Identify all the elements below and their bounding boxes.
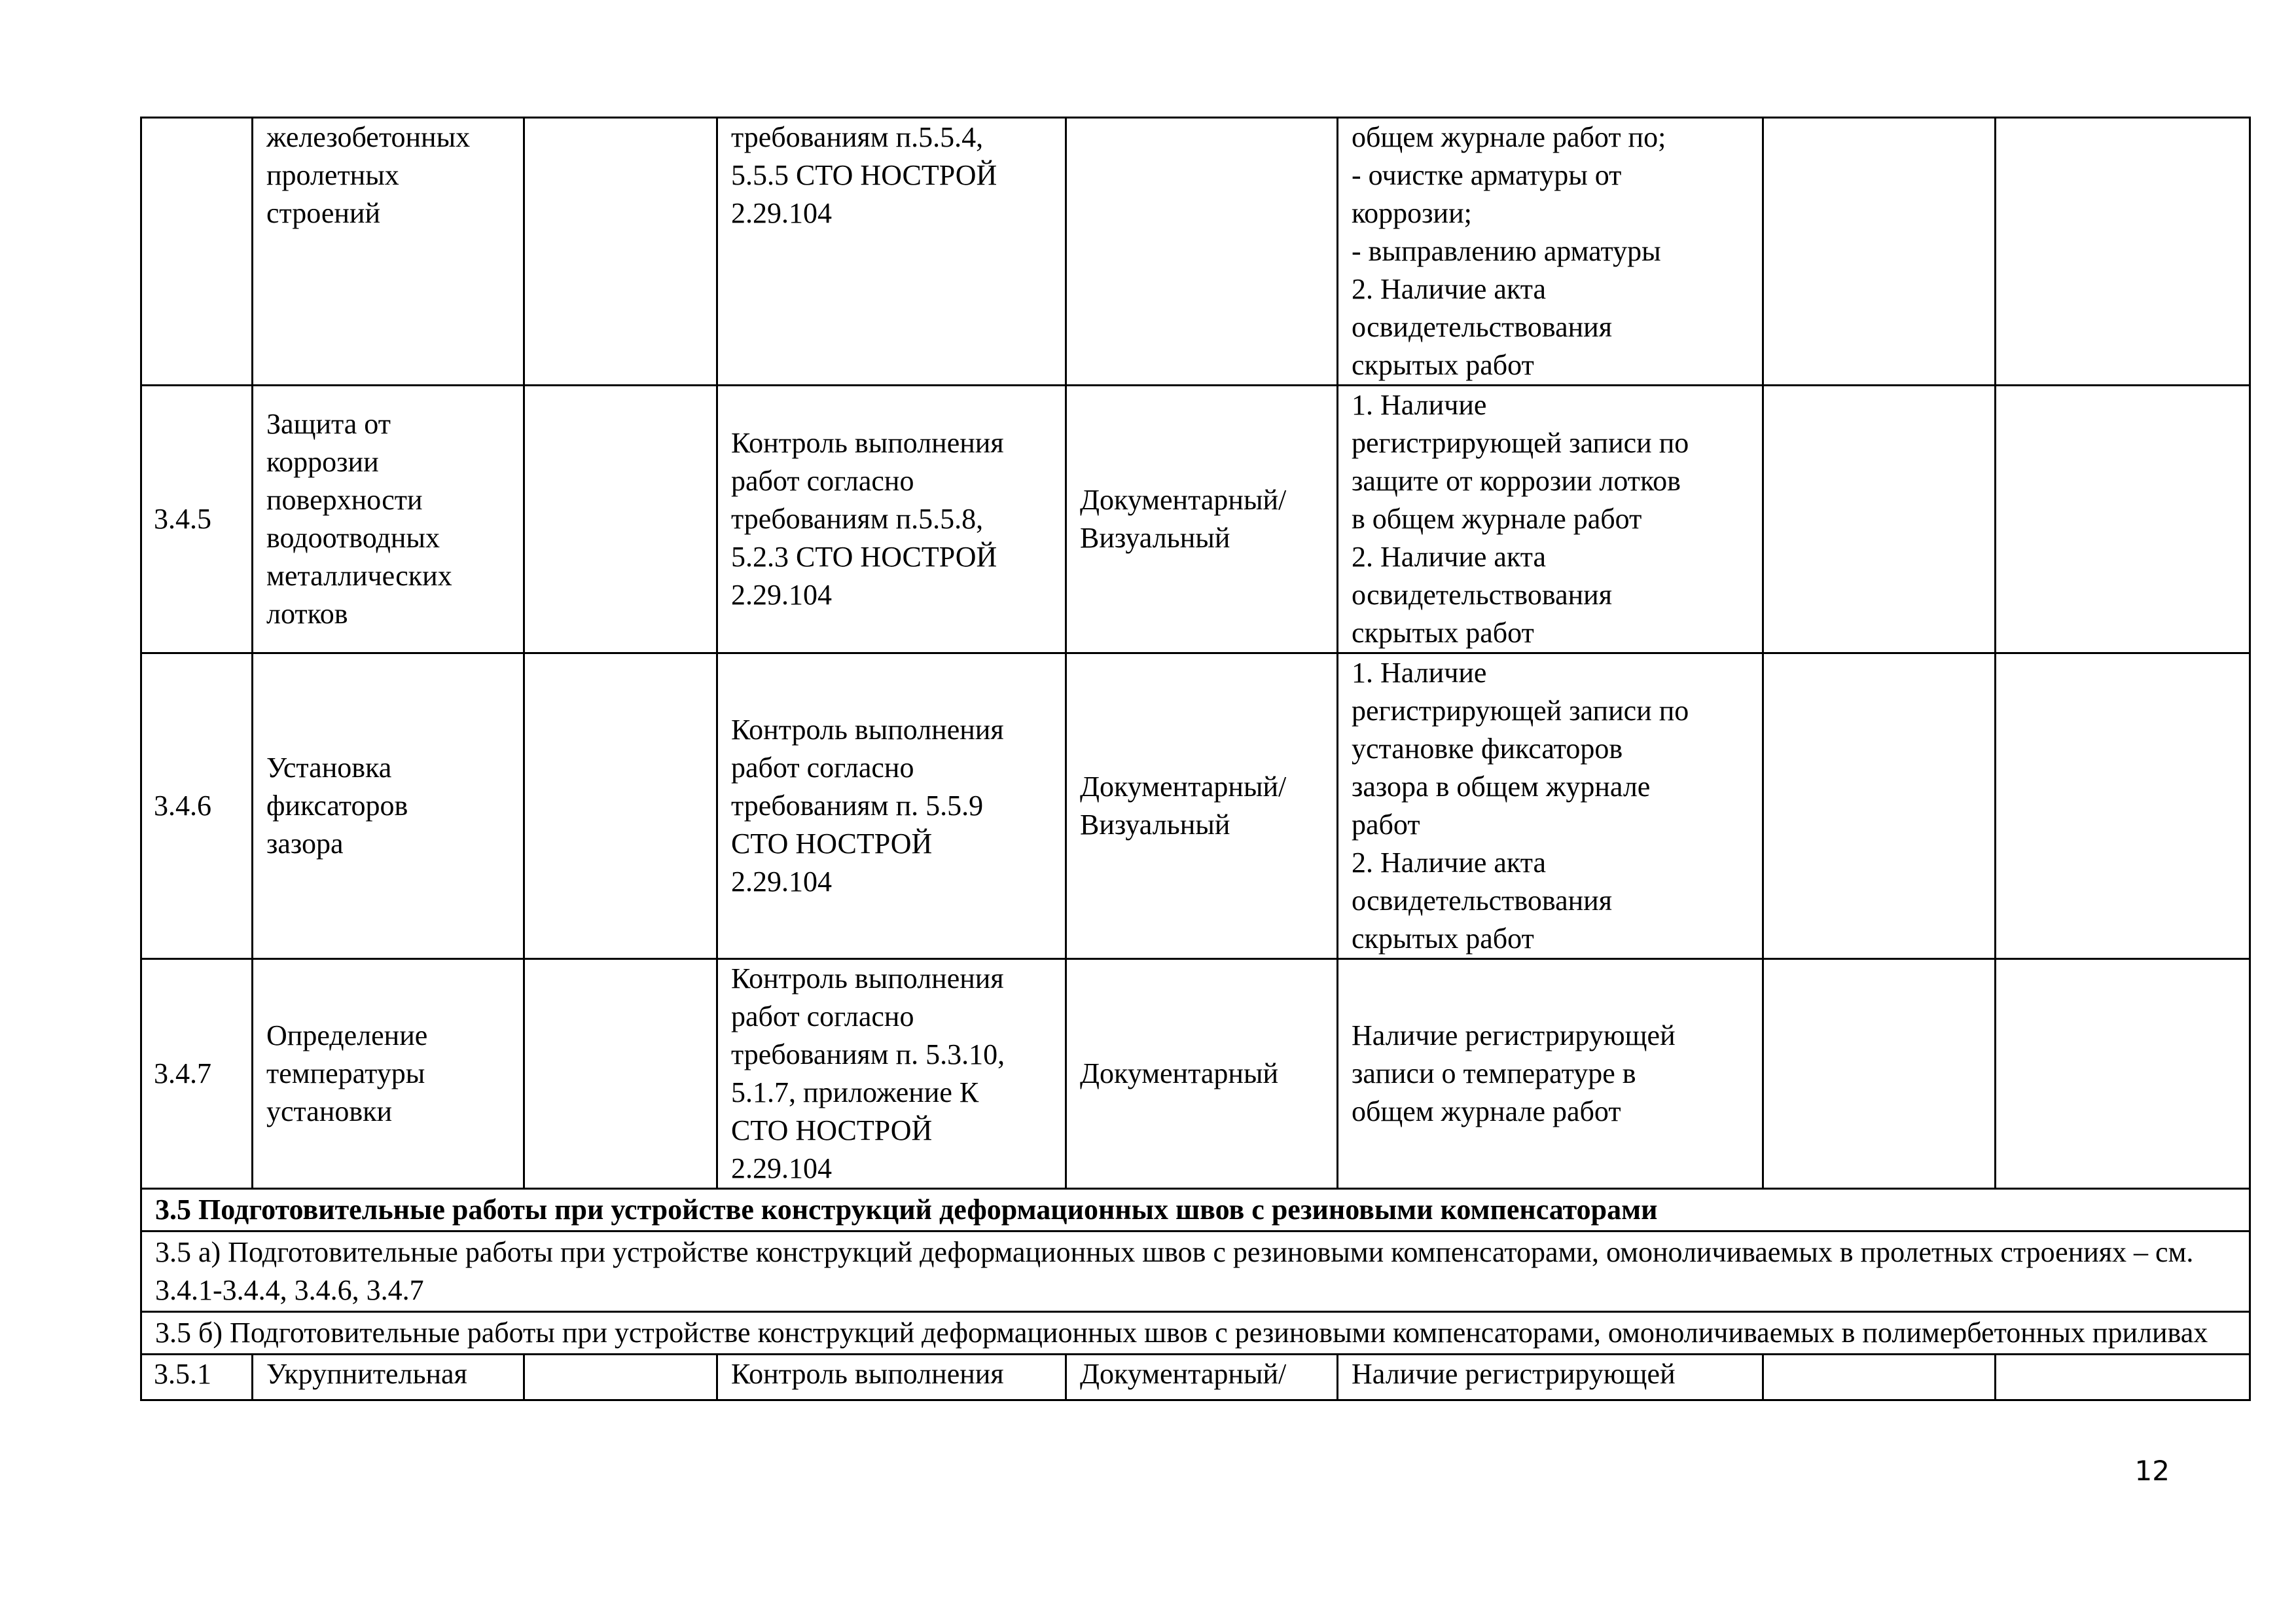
empty-cell (1996, 959, 2250, 1189)
subsection-b-text: 3.5 б) Подготовительные работы при устройстве конструкций деформационных швов с резиновыми компенсаторами, омоноличиваемых в полимербетонных приливах (141, 1312, 2250, 1355)
result-cell: 1. Наличие регистрирующей записи по установке фиксаторов зазора в общем журнале работ 2. Наличие акта освидетельствования скрытых работ (1338, 653, 1763, 959)
empty-cell (1996, 118, 2250, 386)
work-name-cell: Защита от коррозии поверхности водоотводных металлических лотков (253, 386, 524, 653)
empty-cell (1996, 653, 2250, 959)
item-number-cell: 3.4.7 (141, 959, 253, 1189)
work-name-cell: железобетонных пролетных строений (253, 118, 524, 386)
table-row (141, 118, 2250, 386)
work-name-cell: Определение температуры установки (253, 959, 524, 1189)
empty-cell (524, 959, 717, 1189)
table-row (141, 959, 2250, 1189)
result-cell: 1. Наличие регистрирующей записи по защите от коррозии лотков в общем журнале работ 2. Наличие акта освидетельствования скрытых работ (1338, 386, 1763, 653)
control-requirement-cell: Контроль выполнения работ согласно требованиям п. 5.5.9 СТО НОСТРОЙ 2.29.104 (717, 653, 1066, 959)
control-requirement-cell: требованиям п.5.5.4, 5.5.5 СТО НОСТРОЙ 2.29.104 (717, 118, 1066, 386)
inspection-table (140, 117, 2251, 1401)
section-heading: 3.5 Подготовительные работы при устройстве конструкций деформационных швов с резиновыми компенсаторами (141, 1189, 2250, 1231)
empty-cell (524, 1355, 717, 1400)
empty-cell (524, 118, 717, 386)
table-row (141, 653, 2250, 959)
table-row (141, 386, 2250, 653)
subsection-row (141, 1231, 2250, 1312)
subsection-row (141, 1312, 2250, 1355)
empty-cell (1763, 1355, 1996, 1400)
control-method-cell (1066, 118, 1338, 386)
empty-cell (1763, 386, 1996, 653)
result-cell: общем журнале работ по; - очистке арматуры от коррозии; - выправлению арматуры 2. Наличие акта освидетельствования скрытых работ (1338, 118, 1763, 386)
empty-cell (1763, 118, 1996, 386)
work-name-cell: Укрупнительная (253, 1355, 524, 1400)
control-method-cell: Документарный/ Визуальный (1066, 386, 1338, 653)
control-method-cell: Документарный/ (1066, 1355, 1338, 1400)
item-number-cell: 3.5.1 (141, 1355, 253, 1400)
empty-cell (524, 386, 717, 653)
empty-cell (524, 653, 717, 959)
empty-cell (1996, 386, 2250, 653)
result-cell: Наличие регистрирующей (1338, 1355, 1763, 1400)
work-name-cell: Установка фиксаторов зазора (253, 653, 524, 959)
empty-cell (1763, 959, 1996, 1189)
empty-cell (1996, 1355, 2250, 1400)
control-requirement-cell: Контроль выполнения работ согласно требованиям п.5.5.8, 5.2.3 СТО НОСТРОЙ 2.29.104 (717, 386, 1066, 653)
item-number-cell (141, 118, 253, 386)
control-method-cell: Документарный (1066, 959, 1338, 1189)
table-row (141, 1355, 2250, 1400)
section-heading-row (141, 1189, 2250, 1231)
result-cell: Наличие регистрирующей записи о температуре в общем журнале работ (1338, 959, 1763, 1189)
control-requirement-cell: Контроль выполнения (717, 1355, 1066, 1400)
item-number-cell: 3.4.5 (141, 386, 253, 653)
subsection-a-text: 3.5 а) Подготовительные работы при устройстве конструкций деформационных швов с резиновыми компенсаторами, омоноличиваемых в пролетных строениях – см. 3.4.1-3.4.4, 3.4.6, 3.4.7 (141, 1231, 2250, 1312)
control-method-cell: Документарный/ Визуальный (1066, 653, 1338, 959)
item-number-cell: 3.4.6 (141, 653, 253, 959)
empty-cell (1763, 653, 1996, 959)
page-number: 12 (2134, 1455, 2170, 1487)
control-requirement-cell: Контроль выполнения работ согласно требованиям п. 5.3.10, 5.1.7, приложение К СТО НОСТРОЙ 2.29.104 (717, 959, 1066, 1189)
